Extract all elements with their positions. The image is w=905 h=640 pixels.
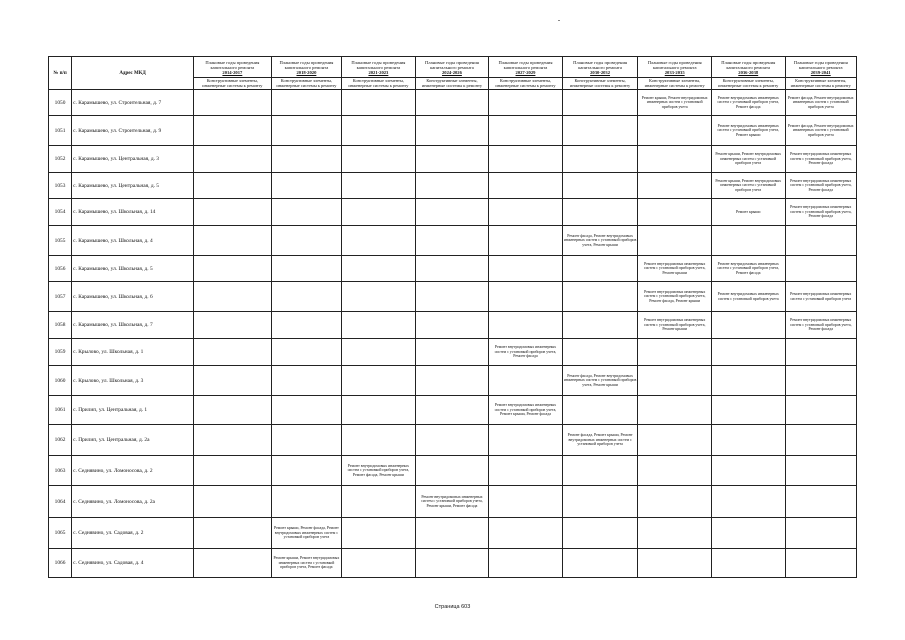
repair-works-cell bbox=[342, 116, 416, 146]
repair-works-cell bbox=[638, 425, 712, 456]
repair-works-cell bbox=[193, 456, 271, 486]
repair-works-cell bbox=[342, 199, 416, 226]
address-cell: с. Седнявино, ул. Садовая, д. 2 bbox=[72, 518, 194, 549]
repair-works-cell bbox=[785, 396, 857, 425]
address-cell: с. Карамышево, ул. Строительная, д. 9 bbox=[72, 116, 194, 146]
repair-works-cell: Ремонт внутридомовых инженерных систем с установкой приборов учета, Ремонт фасада bbox=[711, 90, 785, 116]
repair-works-cell bbox=[415, 366, 489, 396]
address-cell: с. Карамышево, ул. Центральная, д. 5 bbox=[72, 173, 194, 199]
row-number: 1050 bbox=[49, 90, 72, 116]
repair-works-cell bbox=[638, 366, 712, 396]
repair-works-cell bbox=[711, 518, 785, 549]
table-row bbox=[49, 456, 857, 486]
capital-repair-schedule-table bbox=[48, 56, 857, 578]
repair-works-cell bbox=[711, 425, 785, 456]
repair-works-cell: Ремонт фасада, Ремонт внутридомовых инженерных систем с установкой приборов учета bbox=[785, 116, 857, 146]
repair-works-cell bbox=[415, 90, 489, 116]
repair-works-cell: Ремонт внутридомовых инженерных систем с установкой приборов учета, Ремонт крыши, Ремонт фасада bbox=[415, 486, 489, 518]
table-row bbox=[49, 146, 857, 173]
repair-works-cell bbox=[562, 173, 638, 199]
repair-works-cell bbox=[415, 425, 489, 456]
repair-works-cell bbox=[638, 456, 712, 486]
row-number: 1063 bbox=[49, 456, 72, 486]
repair-works-cell bbox=[638, 226, 712, 256]
repair-works-cell: Ремонт внутридомовых инженерных систем с установкой приборов учета, Ремонт крыши, Ремонт фасада bbox=[489, 396, 563, 425]
row-number: 1059 bbox=[49, 339, 72, 366]
repair-works-cell bbox=[342, 282, 416, 312]
repair-works-cell bbox=[342, 366, 416, 396]
repair-works-cell bbox=[271, 312, 341, 339]
repair-works-cell bbox=[342, 226, 416, 256]
repair-works-cell: Ремонт внутридомовых инженерных систем с установкой приборов учета, Ремонт фасада, Ремонт крыши bbox=[638, 282, 712, 312]
repair-works-cell bbox=[342, 549, 416, 578]
repair-works-cell bbox=[562, 486, 638, 518]
address-cell: с. Карамышево, ул. Школьная, д. 6 bbox=[72, 282, 194, 312]
repair-works-cell bbox=[342, 90, 416, 116]
address-cell: с. Седнявино, ул. Ломоносова, д. 2 bbox=[72, 456, 194, 486]
repair-works-cell: Ремонт крыши, Ремонт внутридомовых инженерных систем с установкой приборов учета bbox=[638, 90, 712, 116]
elements-subheader: Конструктивные элементы, инженерные системы к ремонту bbox=[489, 78, 563, 90]
repair-works-cell bbox=[271, 116, 341, 146]
row-number: 1064 bbox=[49, 486, 72, 518]
repair-works-cell bbox=[489, 173, 563, 199]
repair-works-cell bbox=[271, 282, 341, 312]
repair-works-cell: Ремонт внутридомовых инженерных систем с установкой приборов учета, Ремонт фасада bbox=[785, 173, 857, 199]
repair-works-cell bbox=[193, 396, 271, 425]
table-row bbox=[49, 282, 857, 312]
repair-works-cell bbox=[271, 146, 341, 173]
repair-works-cell bbox=[342, 339, 416, 366]
repair-works-cell bbox=[342, 486, 416, 518]
repair-works-cell bbox=[271, 199, 341, 226]
repair-works-cell bbox=[562, 282, 638, 312]
repair-works-cell bbox=[415, 173, 489, 199]
repair-works-cell: Ремонт внутридомовых инженерных систем с установкой приборов учета, Ремонт фасада bbox=[785, 312, 857, 339]
repair-works-cell bbox=[638, 146, 712, 173]
address-cell: с. Крылово, ул. Школьная, д. 3 bbox=[72, 366, 194, 396]
repair-works-cell bbox=[193, 199, 271, 226]
repair-works-cell bbox=[711, 549, 785, 578]
repair-works-cell: Ремонт фасада, Ремонт внутридомовых инженерных систем с установкой приборов учета, Ремонт крыши bbox=[562, 226, 638, 256]
repair-works-cell: Ремонт внутридомовых инженерных систем с установкой приборов учета, Ремонт крыши bbox=[711, 116, 785, 146]
elements-subheader: Конструктивные элементы, инженерные системы к ремонту bbox=[415, 78, 489, 90]
repair-works-cell bbox=[711, 312, 785, 339]
address-cell: с. Карамышево, ул. Школьная, д. 14 bbox=[72, 199, 194, 226]
table-row bbox=[49, 90, 857, 116]
repair-works-cell bbox=[638, 518, 712, 549]
repair-works-cell bbox=[342, 173, 416, 199]
period-header: Плановые годы проведения капитального ремонта 2018-2020 bbox=[271, 57, 341, 78]
repair-works-cell: Ремонт внутридомовых инженерных систем с установкой приборов учета, Ремонт фасада bbox=[785, 146, 857, 173]
scan-speck bbox=[558, 20, 560, 21]
table-row bbox=[49, 256, 857, 282]
address-cell: с. Седнявино, ул. Садовая, д. 4 bbox=[72, 549, 194, 578]
repair-works-cell: Ремонт фасада, Ремонт крыши, Ремонт внутридомовых инженерных систем с установкой приборов учета bbox=[562, 425, 638, 456]
row-number: 1054 bbox=[49, 199, 72, 226]
row-number: 1056 bbox=[49, 256, 72, 282]
elements-subheader: Конструктивные элементы, инженерные системы к ремонту bbox=[271, 78, 341, 90]
repair-works-cell bbox=[489, 256, 563, 282]
repair-works-cell bbox=[785, 549, 857, 578]
repair-works-cell bbox=[415, 339, 489, 366]
address-cell: с. Прилип, ул. Центральная, д. 1 bbox=[72, 396, 194, 425]
repair-works-cell bbox=[342, 146, 416, 173]
repair-works-cell bbox=[785, 486, 857, 518]
repair-works-cell bbox=[415, 456, 489, 486]
repair-works-cell bbox=[711, 226, 785, 256]
repair-works-cell bbox=[271, 90, 341, 116]
repair-works-cell bbox=[271, 256, 341, 282]
repair-works-cell bbox=[785, 366, 857, 396]
table-row bbox=[49, 312, 857, 339]
repair-works-cell bbox=[562, 549, 638, 578]
repair-works-cell bbox=[193, 339, 271, 366]
table-row bbox=[49, 116, 857, 146]
row-number: 1053 bbox=[49, 173, 72, 199]
address-cell: с. Прилип, ул. Центральная, д. 2а bbox=[72, 425, 194, 456]
row-number: 1062 bbox=[49, 425, 72, 456]
elements-subheader: Конструктивные элементы, инженерные системы к ремонту bbox=[785, 78, 857, 90]
table-row bbox=[49, 486, 857, 518]
repair-works-cell bbox=[638, 396, 712, 425]
repair-works-cell bbox=[415, 199, 489, 226]
table-row bbox=[49, 549, 857, 578]
repair-works-cell: Ремонт внутридомовых инженерных систем с установкой приборов учета, Ремонт фасада bbox=[785, 199, 857, 226]
repair-works-cell bbox=[415, 312, 489, 339]
row-number: 1051 bbox=[49, 116, 72, 146]
repair-works-cell bbox=[342, 518, 416, 549]
repair-works-cell bbox=[415, 146, 489, 173]
repair-works-cell: Ремонт фасада, Ремонт внутридомовых инженерных систем с установкой приборов учета bbox=[785, 90, 857, 116]
repair-works-cell bbox=[785, 256, 857, 282]
table-row bbox=[49, 396, 857, 425]
repair-works-cell: Ремонт внутридомовых инженерных систем с установкой приборов учета bbox=[785, 282, 857, 312]
repair-works-cell bbox=[193, 366, 271, 396]
repair-works-cell bbox=[415, 396, 489, 425]
row-number: 1057 bbox=[49, 282, 72, 312]
repair-works-cell bbox=[562, 256, 638, 282]
period-header: Плановые годы проведения капитального ремонта 2039-2041 bbox=[785, 57, 857, 78]
row-number: 1066 bbox=[49, 549, 72, 578]
repair-works-cell bbox=[193, 90, 271, 116]
repair-works-cell bbox=[785, 425, 857, 456]
repair-works-cell bbox=[415, 116, 489, 146]
row-number: 1060 bbox=[49, 366, 72, 396]
table-row bbox=[49, 173, 857, 199]
repair-works-cell bbox=[193, 312, 271, 339]
repair-works-cell bbox=[711, 486, 785, 518]
repair-works-cell: Ремонт крыши, Ремонт внутридомовых инженерных систем с установкой приборов учета, Ремонт фасада bbox=[271, 549, 341, 578]
repair-works-cell bbox=[342, 312, 416, 339]
repair-works-cell bbox=[489, 282, 563, 312]
repair-works-cell: Ремонт внутридомовых инженерных систем с установкой приборов учета, Ремонт крыши bbox=[638, 256, 712, 282]
repair-works-cell bbox=[562, 456, 638, 486]
repair-works-cell bbox=[562, 518, 638, 549]
table-body bbox=[49, 90, 857, 578]
repair-works-cell bbox=[271, 425, 341, 456]
repair-works-cell bbox=[489, 226, 563, 256]
repair-works-cell bbox=[638, 549, 712, 578]
repair-works-cell bbox=[415, 256, 489, 282]
row-number: 1061 bbox=[49, 396, 72, 425]
repair-works-cell bbox=[415, 282, 489, 312]
repair-works-cell bbox=[711, 366, 785, 396]
repair-works-cell bbox=[489, 312, 563, 339]
address-cell: с. Крылово, ул. Школьная, д. 1 bbox=[72, 339, 194, 366]
table-row bbox=[49, 199, 857, 226]
repair-works-cell: Ремонт крыши bbox=[711, 199, 785, 226]
row-number: 1058 bbox=[49, 312, 72, 339]
row-number: 1065 bbox=[49, 518, 72, 549]
repair-works-cell bbox=[562, 146, 638, 173]
repair-works-cell bbox=[638, 486, 712, 518]
repair-works-cell: Ремонт внутридомовых инженерных систем с установкой приборов учета bbox=[711, 282, 785, 312]
table-row bbox=[49, 518, 857, 549]
address-cell: с. Карамышево, ул. Центральная, д. 3 bbox=[72, 146, 194, 173]
elements-subheader: Конструктивные элементы, инженерные системы к ремонту bbox=[342, 78, 416, 90]
repair-works-cell bbox=[193, 486, 271, 518]
repair-works-cell bbox=[193, 425, 271, 456]
repair-works-cell bbox=[489, 486, 563, 518]
repair-works-cell bbox=[271, 226, 341, 256]
repair-works-cell: Ремонт крыши, Ремонт фасада, Ремонт внутридомовых инженерных систем с установкой приборов учета bbox=[271, 518, 341, 549]
repair-works-cell bbox=[711, 456, 785, 486]
repair-works-cell bbox=[785, 339, 857, 366]
period-header: Плановые годы проведения капитального ремонта 2024-2026 bbox=[415, 57, 489, 78]
address-header: Адрес МКД bbox=[72, 57, 194, 90]
address-cell: с. Карамышево, ул. Школьная, д. 7 bbox=[72, 312, 194, 339]
repair-works-cell bbox=[271, 396, 341, 425]
repair-works-cell bbox=[415, 518, 489, 549]
repair-works-cell bbox=[193, 173, 271, 199]
repair-works-cell bbox=[711, 339, 785, 366]
table-row bbox=[49, 366, 857, 396]
repair-works-cell bbox=[489, 199, 563, 226]
repair-works-cell bbox=[271, 366, 341, 396]
repair-works-cell bbox=[711, 396, 785, 425]
row-number: 1052 bbox=[49, 146, 72, 173]
repair-works-cell bbox=[271, 456, 341, 486]
table-row bbox=[49, 339, 857, 366]
repair-works-cell: Ремонт внутридомовых инженерных систем с установкой приборов учета, Ремонт фасада bbox=[489, 339, 563, 366]
repair-works-cell: Ремонт крыши, Ремонт внутридомовых инженерных систем с установкой приборов учета bbox=[711, 173, 785, 199]
page-number: Страница 603 bbox=[434, 604, 471, 610]
repair-works-cell bbox=[271, 339, 341, 366]
repair-works-cell bbox=[271, 173, 341, 199]
repair-works-cell bbox=[193, 256, 271, 282]
repair-works-cell bbox=[342, 396, 416, 425]
elements-subheader: Конструктивные элементы, инженерные системы к ремонту bbox=[562, 78, 638, 90]
repair-works-cell bbox=[638, 116, 712, 146]
elements-subheader: Конструктивные элементы, инженерные системы к ремонту bbox=[711, 78, 785, 90]
repair-works-cell bbox=[562, 116, 638, 146]
repair-works-cell bbox=[415, 226, 489, 256]
repair-works-cell bbox=[638, 339, 712, 366]
repair-works-cell bbox=[271, 486, 341, 518]
repair-works-cell: Ремонт внутридомовых инженерных систем с установкой приборов учета, Ремонт фасада bbox=[711, 256, 785, 282]
repair-works-cell bbox=[489, 518, 563, 549]
repair-works-cell bbox=[638, 173, 712, 199]
period-header: Плановые годы проведения капитального ремонта 2030-2032 bbox=[562, 57, 638, 78]
repair-works-cell bbox=[193, 282, 271, 312]
repair-works-cell bbox=[415, 549, 489, 578]
repair-works-cell bbox=[785, 518, 857, 549]
repair-works-cell bbox=[785, 226, 857, 256]
repair-works-cell bbox=[562, 339, 638, 366]
address-cell: с. Седнявино, ул. Ломоносова, д. 2а bbox=[72, 486, 194, 518]
repair-works-cell: Ремонт внутридомовых инженерных систем с установкой приборов учета, Ремонт фасада, Ремонт крыши bbox=[342, 456, 416, 486]
address-cell: с. Карамышево, ул. Школьная, д. 5 bbox=[72, 256, 194, 282]
period-header: Плановые годы проведения капитального ремонта 2027-2029 bbox=[489, 57, 563, 78]
elements-subheader: Конструктивные элементы, инженерные системы к ремонту bbox=[193, 78, 271, 90]
repair-works-cell: Ремонт крыши, Ремонт внутридомовых инженерных систем с установкой приборов учета bbox=[711, 146, 785, 173]
repair-works-cell bbox=[193, 549, 271, 578]
table-row bbox=[49, 226, 857, 256]
repair-works-cell bbox=[489, 366, 563, 396]
repair-works-cell bbox=[193, 518, 271, 549]
repair-works-cell bbox=[342, 425, 416, 456]
period-header: Плановые годы проведения капитального ремонта 2033-2035 bbox=[638, 57, 712, 78]
repair-works-cell bbox=[562, 90, 638, 116]
address-cell: с. Карамышево, ул. Школьная, д. 4 bbox=[72, 226, 194, 256]
repair-works-cell bbox=[638, 199, 712, 226]
row-number: 1055 bbox=[49, 226, 72, 256]
repair-works-cell bbox=[785, 456, 857, 486]
period-header: Плановые годы проведения капитального ремонта 2014-2017 bbox=[193, 57, 271, 78]
repair-works-cell bbox=[193, 116, 271, 146]
repair-works-cell: Ремонт внутридомовых инженерных систем с установкой приборов учета, Ремонт крыши bbox=[638, 312, 712, 339]
repair-works-cell bbox=[489, 90, 563, 116]
repair-works-cell bbox=[489, 549, 563, 578]
header-row bbox=[49, 57, 857, 78]
num-header: № п/п bbox=[49, 57, 72, 90]
repair-works-cell bbox=[193, 146, 271, 173]
repair-works-cell: Ремонт фасада, Ремонт внутридомовых инженерных систем с установкой приборов учета, Ремонт крыши bbox=[562, 366, 638, 396]
repair-works-cell bbox=[489, 116, 563, 146]
repair-works-cell bbox=[489, 425, 563, 456]
repair-works-cell bbox=[562, 312, 638, 339]
period-header: Плановые годы проведения капитального ремонта 2021-2023 bbox=[342, 57, 416, 78]
repair-works-cell bbox=[562, 396, 638, 425]
address-cell: с. Карамышево, ул. Строительная, д. 7 bbox=[72, 90, 194, 116]
repair-works-cell bbox=[489, 146, 563, 173]
period-header: Плановые годы проведения капитального ремонта 2036-2038 bbox=[711, 57, 785, 78]
repair-works-cell bbox=[489, 456, 563, 486]
repair-works-cell bbox=[193, 226, 271, 256]
repair-works-cell bbox=[562, 199, 638, 226]
repair-works-cell bbox=[342, 256, 416, 282]
table-row bbox=[49, 425, 857, 456]
elements-subheader: Конструктивные элементы, инженерные системы к ремонту bbox=[638, 78, 712, 90]
